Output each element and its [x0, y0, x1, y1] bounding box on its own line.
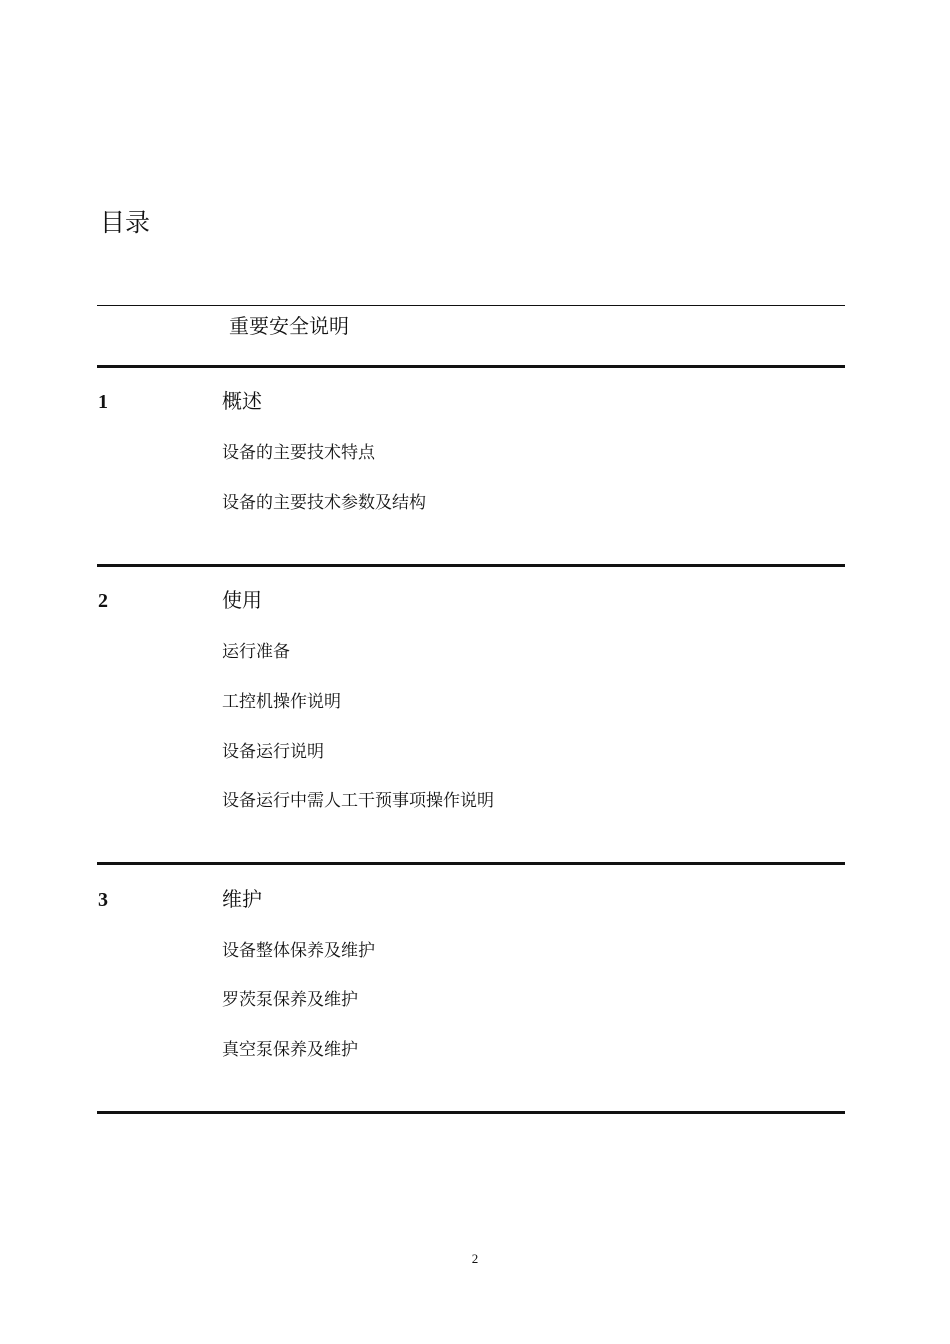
section-item: 设备的主要技术特点: [222, 443, 375, 463]
chapter-number: 1: [98, 391, 108, 413]
divider-chapter-3: [97, 862, 845, 865]
page-number: 2: [471, 1251, 479, 1266]
section-item: 设备运行中需人工干预事项操作说明: [222, 791, 494, 811]
chapter-title: 使用: [222, 588, 262, 612]
section-item: 设备整体保养及维护: [222, 941, 375, 961]
chapter-number: 3: [98, 889, 108, 911]
chapter-title: 概述: [222, 389, 262, 413]
divider-top: [97, 305, 845, 306]
section-item: 设备运行说明: [222, 742, 324, 762]
page-title: 目录: [100, 208, 151, 237]
section-item: 运行准备: [222, 642, 290, 662]
divider-chapter-2: [97, 564, 845, 567]
section-item: 工控机操作说明: [222, 692, 341, 712]
chapter-number: 2: [98, 590, 108, 612]
safety-instructions-heading: 重要安全说明: [229, 314, 349, 338]
divider-bottom: [97, 1111, 845, 1114]
divider-chapter-1: [97, 365, 845, 368]
chapter-title: 维护: [222, 887, 262, 911]
section-item: 真空泵保养及维护: [222, 1040, 358, 1060]
section-item: 设备的主要技术参数及结构: [222, 493, 426, 513]
section-item: 罗茨泵保养及维护: [222, 990, 358, 1010]
